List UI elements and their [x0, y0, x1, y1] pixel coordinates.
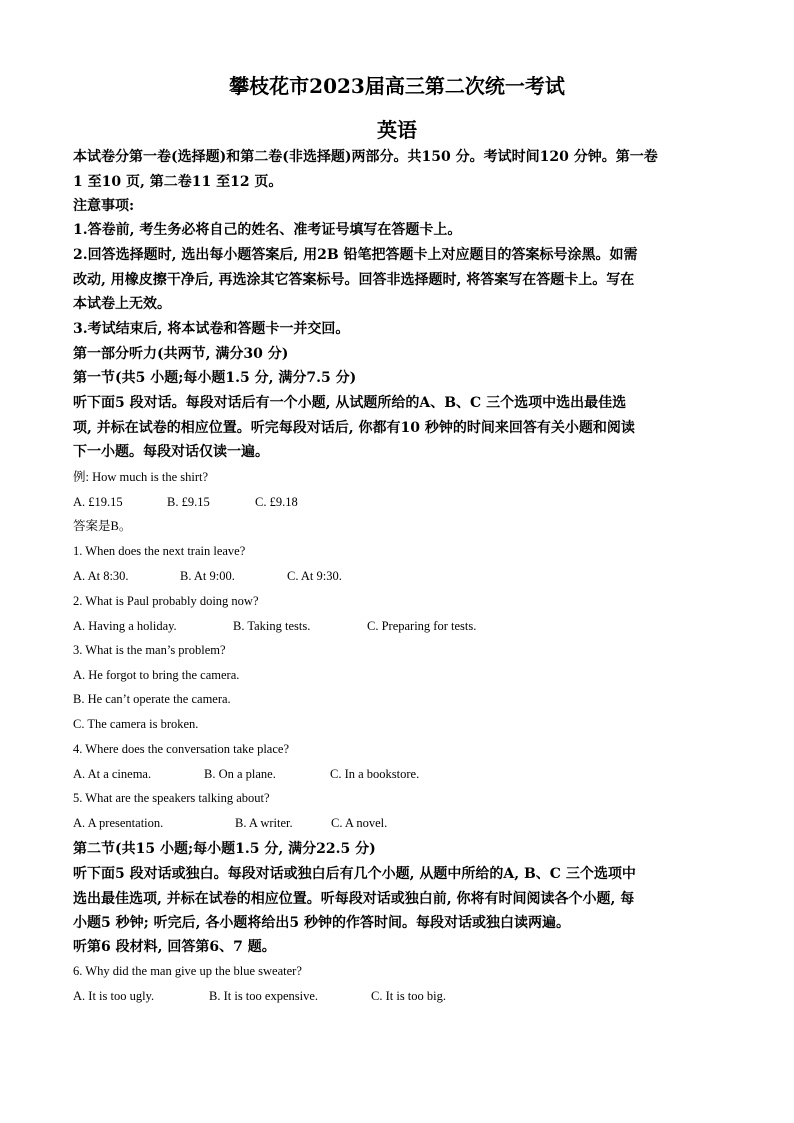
note-2-line-2: 改动, 用橡皮擦干净后, 再选涂其它答案标号。回答非选择题时, 将答案写在答题卡上。写在 [73, 272, 635, 288]
question-1: 1. When does the next train leave? [73, 544, 246, 558]
question-1-options [73, 567, 721, 585]
section2-heading: 第二节(共15 小题;每小题1.5 分, 满分22.5 分) [73, 841, 376, 857]
option: C. At 9:30. [287, 569, 342, 583]
question-2-options [73, 617, 721, 635]
subject-title: 英语 [377, 118, 417, 142]
option: A. It is too ugly. [73, 989, 155, 1003]
option: A. At a cinema. [73, 767, 152, 781]
option: B. A writer. [235, 816, 293, 830]
option: B. On a plane. [204, 767, 276, 781]
question-5-options [73, 814, 721, 832]
section1-intro-line-3: 下一小题。每段对话仅读一遍。 [73, 444, 269, 460]
section1-intro-line-2: 项, 并标在试卷的相应位置。听完每段对话后, 你都有10 秒钟的时间来回答有关小题和阅读 [73, 420, 635, 436]
question-3-option-a: A. He forgot to bring the camera. [73, 668, 240, 682]
material-6-heading: 听第6 段材料, 回答第6、7 题。 [73, 939, 276, 955]
part1-heading: 第一部分听力(共两节, 满分30 分) [73, 346, 289, 362]
note-1: 1.答卷前, 考生务必将自己的姓名、准考证号填写在答题卡上。 [73, 222, 462, 238]
notes-heading: 注意事项: [73, 198, 135, 214]
option: A. A presentation. [73, 816, 164, 830]
question-6: 6. Why did the man give up the blue sweater? [73, 964, 302, 978]
option: C. Preparing for tests. [367, 619, 477, 633]
question-4: 4. Where does the conversation take place? [73, 742, 289, 756]
note-2-line-3: 本试卷上无效。 [73, 296, 171, 312]
section1-heading: 第一节(共5 小题;每小题1.5 分, 满分7.5 分) [73, 370, 357, 386]
question-6-options [73, 987, 721, 1005]
option: A. Having a holiday. [73, 619, 177, 633]
option: C. It is too big. [371, 989, 447, 1003]
option: C. In a bookstore. [330, 767, 420, 781]
section2-intro-line-3: 小题5 秒钟; 听完后, 各小题将给出5 秒钟的作答时间。每段对话或独白读两遍。 [73, 915, 571, 931]
option: A. £19.15 [73, 495, 123, 509]
question-3-option-b: B. He can’t operate the camera. [73, 692, 231, 706]
intro-line-2: 1 至10 页, 第二卷11 至12 页。 [73, 174, 283, 190]
section2-intro-line-1: 听下面5 段对话或独白。每段对话或独白后有几个小题, 从题中所给的A, B、C 三个选项中 [73, 866, 636, 882]
question-4-options [73, 765, 721, 783]
option: B. At 9:00. [180, 569, 235, 583]
section2-intro-line-2: 选出最佳选项, 并标在试卷的相应位置。听每段对话或独白前, 你将有时间阅读各个小题, 每 [73, 891, 635, 907]
intro-line-1: 本试卷分第一卷(选择题)和第二卷(非选择题)两部分。共150 分。考试时间120 分钟。第一卷 [73, 149, 658, 165]
option: C. A novel. [331, 816, 388, 830]
option: C. £9.18 [255, 495, 298, 509]
option: B. £9.15 [167, 495, 210, 509]
option: B. It is too expensive. [209, 989, 319, 1003]
section1-intro-line-1: 听下面5 段对话。每段对话后有一个小题, 从试题所给的A、B、C 三个选项中选出最佳选 [73, 395, 627, 411]
example-answer: 答案是B。 [73, 519, 132, 533]
question-3-option-c: C. The camera is broken. [73, 717, 199, 731]
note-2-line-1: 2.回答选择题时, 选出每小题答案后, 用2B 铅笔把答题卡上对应题目的答案标号涂黑。如需 [73, 247, 638, 263]
option: B. Taking tests. [233, 619, 311, 633]
option: A. At 8:30. [73, 569, 129, 583]
question-2: 2. What is Paul probably doing now? [73, 594, 259, 608]
note-3: 3.考试结束后, 将本试卷和答题卡一并交回。 [73, 321, 350, 337]
question-3: 3. What is the man’s problem? [73, 643, 226, 657]
exam-title: 攀枝花市2023届高三第二次统一考试 [229, 74, 565, 98]
example-question: 例: How much is the shirt? [73, 470, 209, 484]
example-options [73, 493, 721, 511]
question-5: 5. What are the speakers talking about? [73, 791, 270, 805]
